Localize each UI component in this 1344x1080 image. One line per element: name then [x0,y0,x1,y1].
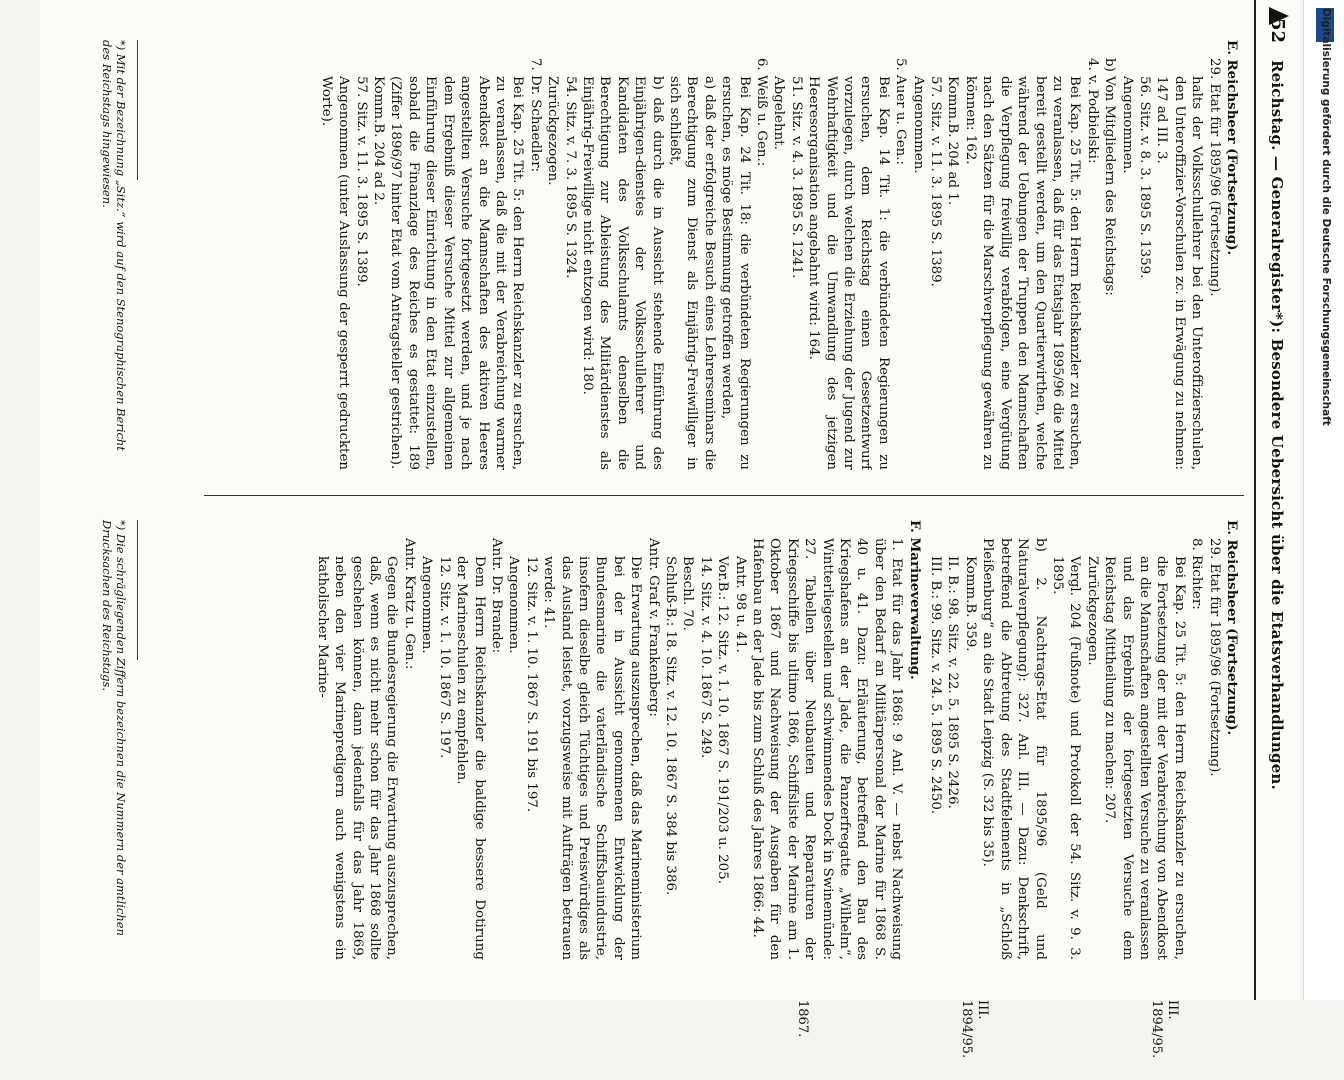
left-column-entry: Bei Kap. 25 Tit. 5: den Herrn Reichskanzler zu ersuchen, zu veranlassen, daß für das Etatsjahr 1895/96 die Mittel bereit gestellt werden, um den Quartierwirthen, welche während der Uebungen der Truppen den Mannschaften die Verpflegung freiwillig verabfolgen, eine Vergütung nach den Sätzen für die Marschverpflegung gewähren zu können: 162. [962,76,1083,470]
right-column-entry: Gegen die Bundesregierung die Erwartung auszusprechen, daß, wenn es nicht mehr schon für das Jahr 1868 sollte geschehen können, dann jedenfalls für das Jahr 1869, neben den vier Marinepredigern auch wenigstens ein katholischer Marine- [314,556,400,960]
right-column-entry: Komm.B. 359. [962,556,978,652]
left-column-entry: halts der Volksschullehrer bei den Unteroffizierschulen, den Unteroffizier-Vorschulen zc. in Erwägung zu nehmen: 147 ad III. 3. [1154,76,1205,470]
right-column-entry: Antr. Graf v. Frankenberg: [645,538,661,717]
right-column-entry: 1. Etat für das Jahr 1868: 9 Anl. V. — nebst Nachweisung über den Bedarf an Militärpersonal der Marine für 1868 S. 40 u. 41. Dazu: Erläuterung, betreffend den Bau des Kriegshafens an der Jade, die Panzerfregatte „Wilhelm“, Wintterliegestellen und schwimmendes Dock in Swinemünde: 27. Tabellen über Neubauten und Reparaturen der Kriegsschiffe bis ultimo 1866, Schiffsliste der Marine am 1. Oktober 1867 und Nachweisung der Ausgaben für den Hafenbau an der Jade bis zum Schluß des Jahres 1866: 44. [750,538,905,960]
right-column-entry: Angenommen. [419,556,435,654]
right-column-entry: Antr. Dr. Brande: [488,538,504,654]
right-column-entry: Angenommen. [506,556,522,654]
right-column-entry: Die Erwartung auszusprechen, daß das Marineministerium bei der in Aussicht genommenen Entwicklung der Bundesmarine die vaterländische Schiffsbauindustrie, insofern dieselbe gleich Tüchtiges und Preiswürdiges als das Ausland leistet, vorzugsweise mit Aufträgen betrauen werde: 41. [541,556,644,960]
right-column-entry: 14. Sitz. v. 4. 10. 1867 S. 249. [697,556,713,759]
right-column-entry: Antr. Kratz u. Gen.: [401,538,417,670]
left-column-entry: Abgelehnt. [771,76,787,150]
left-column-entry: 5. Auer u. Gen.: [893,58,909,166]
right-margin-note-2: III. 1894/95. [959,1000,990,1059]
right-column-entry: Zurückgezogen. [1084,556,1100,666]
right-column-entry: 8. Richter: [1189,538,1205,610]
left-column-entry: 51. Sitz. v. 4. 3. 1895 S. 1241. [788,76,804,279]
left-column-entry: a) daß der erfolgreiche Besuch eines Lehrerseminars die Berechtigung zum Dienst als Einjährig-Freiwilliger in sich schließt, [667,76,717,470]
rotated-document-page [40,0,1300,1059]
right-column [164,520,1244,960]
left-column-entry: 57. Sitz. v. 11. 3. 1895 S. 1389. [353,76,369,287]
right-column-entry: 12. Sitz. v. 1. 10. 1867 S. 191 bis 197. [523,556,539,813]
left-column-entry: 54. Sitz. v. 7. 3. 1895 S. 1324. [562,76,578,279]
left-column-entry: Angenommen. [910,76,926,174]
digitization-strip [1303,0,1344,1000]
right-margin-note-1: III. 1894/95. [1149,1000,1180,1059]
digitization-credit: Digitalisierung gefördert durch die Deutsche Forschungsgemeinschaft [1320,8,1332,426]
left-column-entry: Zurückgezogen. [545,76,561,186]
footnote-left: *) Mit der Bezeichnung „Sitz.“ wird auf den Stenographischen Bericht des Reichstags hingewiesen. [100,40,128,451]
left-column-entry: Bei Kap. 24 Tit. 18: die verbündeten Regierungen zu ersuchen, es möge Bestimmung getroffen werden, [719,76,752,470]
left-column-entry: 57. Sitz. v. 11. 3. 1895 S. 1389. [928,76,944,287]
right-column-entry: Antr. 98 u. 41. [732,556,748,653]
right-column-entry: Vor.B.: 12. Sitz. v. 1. 10. 1867 S. 191/203 u. 205. [715,556,731,884]
right-column-entry: III. B.: 99. Sitz. v. 24. 5. 1895 S. 2450. [928,556,944,815]
page-number: 52 [1267,18,1288,44]
right-column-entry: 29. Etat für 1895/96 (Fortsetzung). [1206,538,1222,777]
footnote-rule-left [137,40,138,180]
right-column-entry: Dem Herrn Reichskanzler die baldige bessere Dotirung der Marineschulen zu empfehlen. [454,556,487,960]
left-column-entry: Komm.B. 204 ad 1. [945,76,961,206]
right-column-entry: 12. Sitz. v. 1. 10. 1867 S. 197. [436,556,452,759]
left-column-entry: 29. Etat für 1895/96 (Fortsetzung). [1206,58,1222,297]
column-divider [204,495,1244,496]
left-column-entry: Komm.B. 204 ad 2. [371,76,387,206]
footnote-right: *) Die schrägliegenden Ziffern bezeichnen die Nummern der amtlichen Drucksachen des Reichstags. [100,520,128,936]
right-margin-year: 1867. [795,1000,810,1038]
left-column-entry: Bei Kap. 14 Tit. 1: die verbündeten Regierungen zu ersuchen, dem Reichstag einen Gesetzentwurf vorzulegen, durch welchen die Erziehung der Jugend zur Wehrhaftigkeit und die Umwandlung des jetzigen Heeresorganisation angebahnt wird: 164. [806,76,891,470]
left-column-entry: E. Reichsheer (Fortsetzung). [1224,40,1240,256]
right-column-entry: II. B.: 98. Sitz. v. 22. 5. 1895 S. 2426. [945,556,961,809]
left-column-entry: 4. v. Podbielski: [1084,58,1100,164]
right-column-entry: Vergl. 204 (Fußnote) und Protokoll der 54. Sitz. v. 9. 3. 1895. [1049,556,1083,960]
left-column-entry: Angenommen. [1119,76,1135,174]
right-column-entry: E. Reichsheer (Fortsetzung). [1224,520,1240,736]
page-title: Reichstag. — Generalregister*): Besondere Uebersicht über die Etatsverhandlungen. [1268,60,1286,790]
right-column-entry: Beschl. 70. [680,556,696,631]
left-column [164,40,1244,470]
left-column-entry: Bei Kap. 25 Tit. 5: den Herrn Reichskanzler zu ersuchen, zu veranlassen, daß die mit der Verabreichung warmer Abendkost an die Mannschaften des aktiven Heeres angestellten Versuche fortgesetzt werden, und je nach dem Ergebniß dieser Versuche Mittel zur allgemeinen Einführung dieser Einrichtung in den Etat einzustellen, sobald die Finanzlage des Reiches es gestattet: 189 (Ziffer 1896/97 hinter Etat vom Antragsteller gestrichen). [388,76,526,470]
left-column-entry: Angenommen (unter Auslassung der gesperrt gedruckten Worte). [318,76,352,470]
right-column-entry: b) 2. Nachtrags-Etat für 1895/96 (Geld und Naturalverpflegung): 327. Anl. III. — Dazu: Denkschrift, betreffend die Abtretung des Stadtfelements in „Schloß Pleißenburg“ an die Stadt Leipzig (S. 32 bis 35). [980,538,1048,960]
left-column-entry: 7. Dr. Schaedler: [527,58,543,173]
right-column-entry: F. Marineverwaltung. [906,520,923,680]
left-column-entry: 56. Sitz. v. 8. 3. 1895 S. 1359. [1136,76,1152,279]
left-column-entry: b) daß durch die in Aussicht stehende Einführung des Einjährigen-dienstes der Volksschullehrer und Kandidaten des Volksschulamts denselben die Berechtigung zur Ableistung des Militärdienstes als Einjährig-Freiwillige nicht entzogen wird: 180. [579,76,665,470]
right-column-entry: Bei Kap. 25 Tit. 5: den Herrn Reichskanzler zu ersuchen, die Fortsetzung der mit der Verabreichung von Abendkost an die Mannschaften angestellten Versuche zu veranlassen und das Ergebniß der fortgesetzten Versuche dem Reichstag Mittheilung zu machen: 207. [1102,556,1187,960]
left-column-entry: 6. Weiß u. Gen.: [754,58,770,167]
left-column-entry: b) Von Mitgliedern des Reichstags: [1102,58,1118,296]
footnote-rule-right [137,520,138,660]
right-column-entry: Schluß-B.: 18. Sitz. v. 12. 10. 1867 S. 384 bis 386. [663,556,678,896]
page-header [1254,0,1300,1000]
